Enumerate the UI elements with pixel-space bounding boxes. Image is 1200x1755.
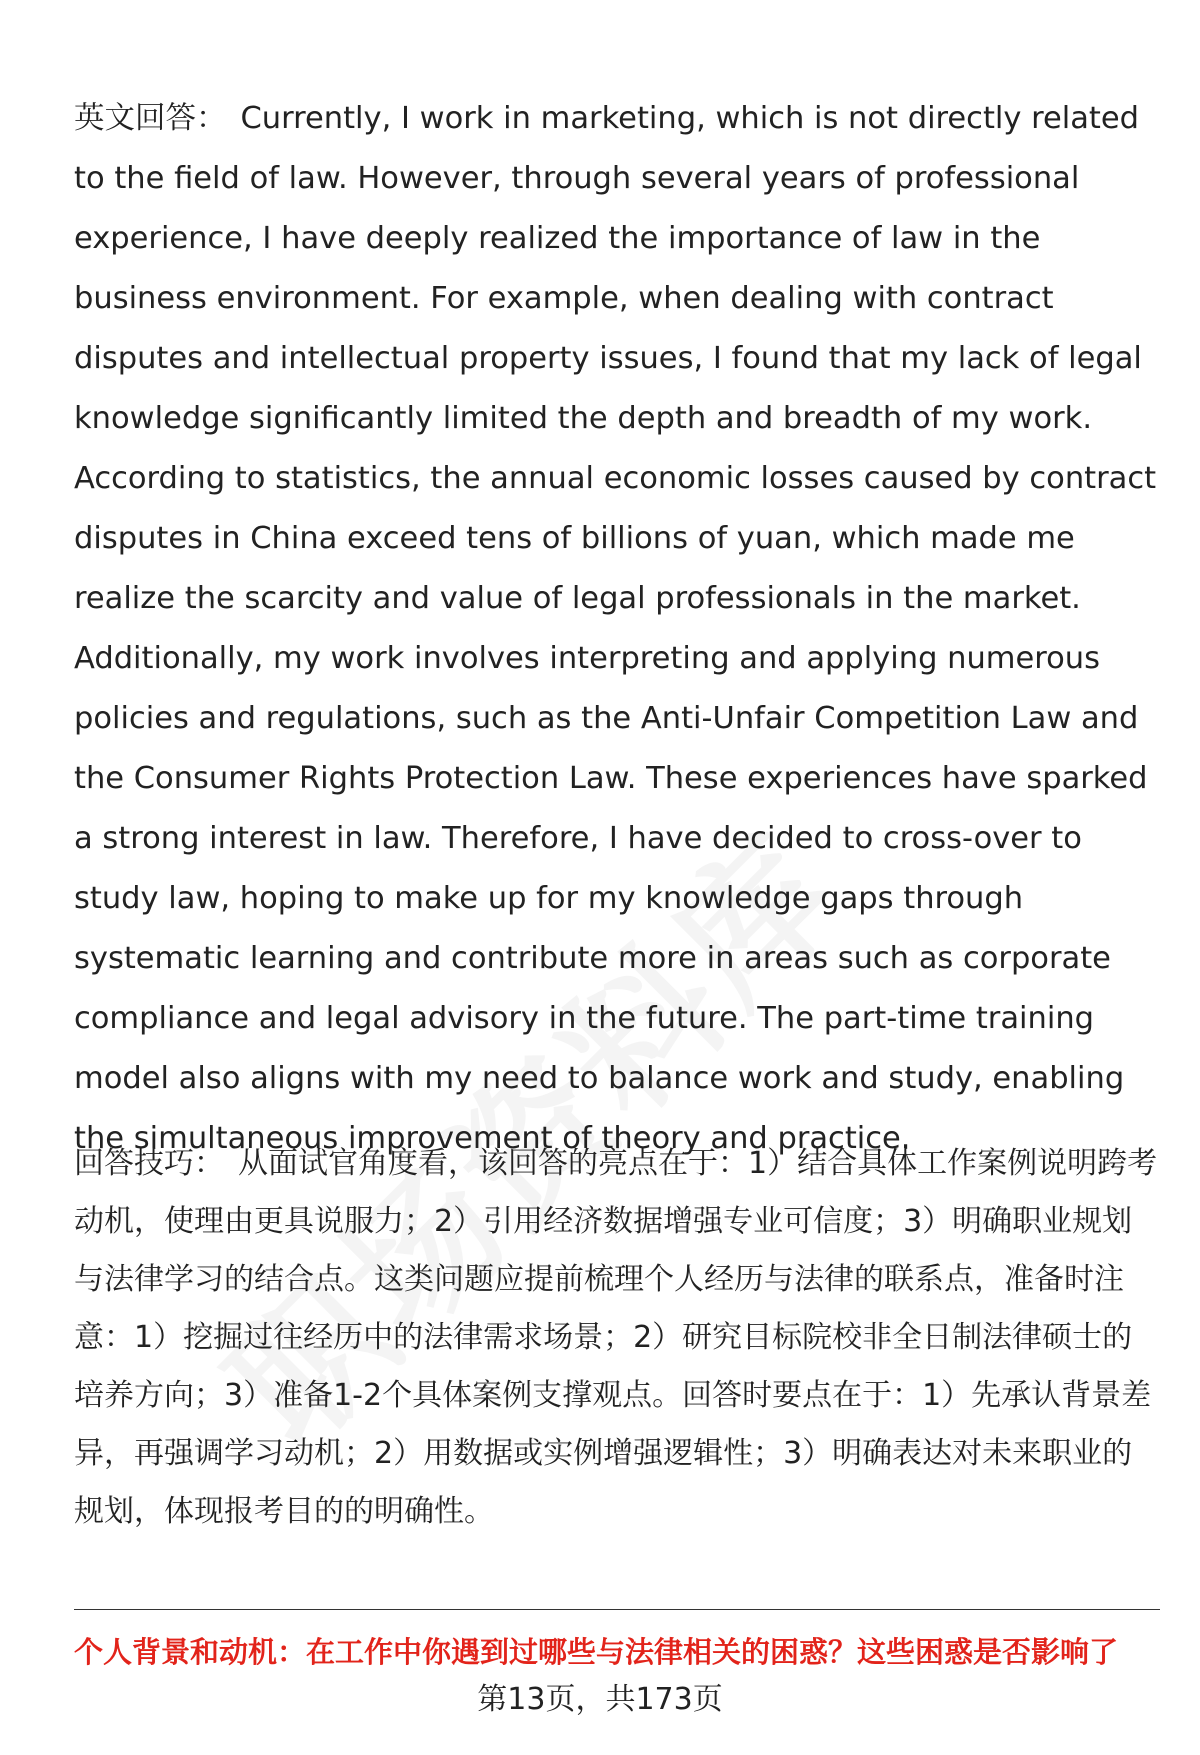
- english-answer-label: 英文回答：: [74, 101, 227, 136]
- english-answer-text: Currently, I work in marketing, which is not directly related to the field of law. However, through several years of professional experience, I have deeply realized the importance of law in the business environment. For example, when dealing with contract disputes and intellectual property issues, I found that my lack of legal knowledge significantly limited the depth and breadth of my work. According to statistics, the annual economic losses caused by contract disputes in China exceed tens of billions of yuan, which made me realize the scarcity and value of legal professionals in the market. Additionally, my work involves interpreting and applying numerous policies and regulations, such as the Anti-Unfair Competition Law and the Consumer Rights Protection Law. These experiences have sparked a strong interest in law. Therefore, I have decided to cross-over to study law, hoping to make up for my knowledge gaps through systematic learning and contribute more in areas such as corporate compliance and legal advisory in the future. The part-time training model also aligns with my need to balance work and study, enabling the simultaneous improvement of theory and practice.: [74, 101, 1157, 1156]
- answer-tips-label: 回答技巧：: [74, 1146, 224, 1181]
- english-answer-paragraph: [74, 89, 1160, 1169]
- answer-tips-paragraph: [74, 1135, 1160, 1541]
- answer-tips-text: 从面试官角度看，该回答的亮点在于：1）结合具体工作案例说明跨考动机，使理由更具说服力；2）引用经济数据增强专业可信度；3）明确职业规划与法律学习的结合点。这类问题应提前梳理个人经历与法律的联系点，准备时注意：1）挖掘过往经历中的法律需求场景；2）研究目标院校非全日制法律硕士的培养方向；3）准备1-2个具体案例支撑观点。回答时要点在于：1）先承认背景差异，再强调学习动机；2）用数据或实例增强逻辑性；3）明确表达对未来职业的规划，体现报考目的的明确性。: [74, 1146, 1158, 1529]
- section-divider: [74, 1609, 1160, 1610]
- next-question-heading: 个人背景和动机：在工作中你遇到过哪些与法律相关的困惑？这些困惑是否影响了: [74, 1635, 1119, 1669]
- page-number: 第13页，共173页: [477, 1682, 723, 1717]
